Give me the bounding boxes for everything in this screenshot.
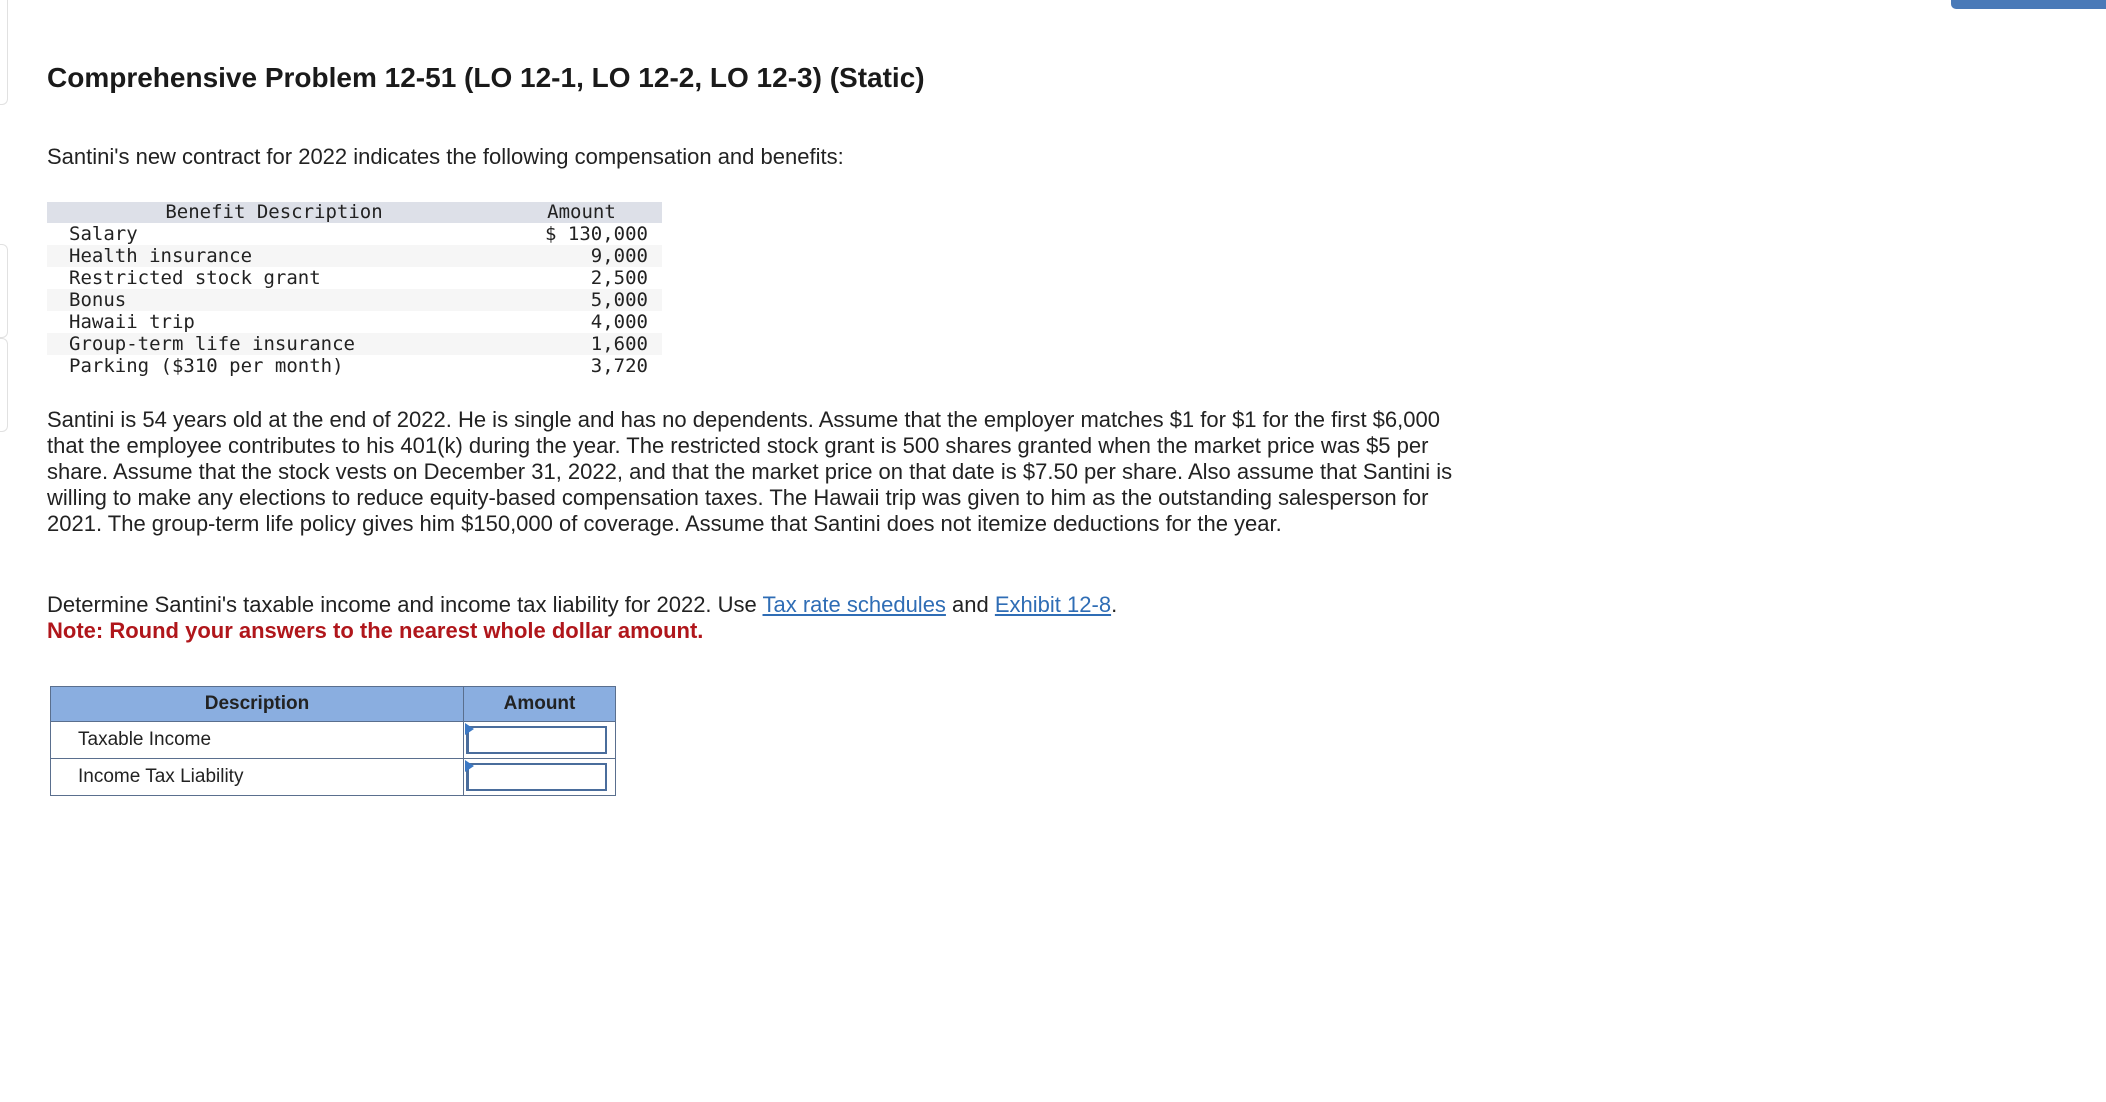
intro-text: Santini's new contract for 2022 indicates the following compensation and benefits:: [47, 144, 844, 169]
exhibit-12-8-link[interactable]: Exhibit 12-8: [994, 592, 1112, 617]
answer-header-row: [51, 687, 616, 722]
benefit-description: Group-term life insurance: [47, 333, 501, 355]
instruction-suffix: .: [1111, 592, 1118, 617]
benefit-description-header: Benefit Description: [47, 202, 501, 223]
tax-rate-schedules-link[interactable]: Tax rate schedules: [762, 592, 946, 617]
answer-label: Income Tax Liability: [51, 759, 464, 796]
rounding-note: Note: Round your answers to the nearest whole dollar amount.: [47, 618, 704, 643]
problem-paragraph: Santini is 54 years old at the end of 2022. He is single and has no dependents. Assume that the employer matches $1 for $1 for the first $6,000 that the employee contributes to his 401(k) during the year. The restricted stock grant is 500 shares granted when the market price was $5 per share. Assume that the stock vests on December 31, 2022, and that the market price on that date is $7.50 per share. Also assume that Santini is willing to make any elections to reduce equity-based compensation taxes. The Hawaii trip was given to him as the outstanding salesperson for 2021. The group-term life policy gives him $150,000 of coverage. Assume that Santini does not itemize deductions for the year.: [47, 407, 1453, 536]
answer-description-header: Description: [51, 687, 464, 722]
benefit-amount: 9,000: [501, 245, 662, 267]
benefit-amount: 5,000: [501, 289, 662, 311]
benefit-amount: 2,500: [590, 267, 648, 289]
left-frame-edge: [0, 0, 8, 105]
input-flag-icon: [465, 760, 474, 772]
taxable-income-input[interactable]: [466, 726, 607, 754]
benefit-row: [47, 333, 662, 355]
answer-amount-header: Amount: [464, 687, 616, 722]
benefit-row: [47, 311, 662, 333]
answer-row-income-tax-liability: [51, 759, 616, 796]
benefit-row: [47, 223, 662, 245]
benefit-amount: 3,720: [590, 355, 648, 377]
benefit-amount: $ 130,000: [545, 223, 648, 245]
benefit-row: [47, 245, 662, 267]
income-tax-liability-input[interactable]: [466, 763, 607, 791]
instruction-prefix: Determine Santini's taxable income and income tax liability for 2022. Use: [47, 592, 763, 617]
benefit-description: Health insurance: [47, 245, 501, 267]
benefit-row: [47, 355, 662, 377]
answer-table: [50, 686, 616, 796]
benefit-description: Salary: [69, 223, 138, 245]
benefit-description: Bonus: [47, 289, 501, 311]
answer-cell: [464, 759, 616, 796]
answer-cell: [464, 722, 616, 759]
instruction-middle: and: [945, 592, 995, 617]
benefit-amount: 1,600: [501, 333, 662, 355]
answer-label: Taxable Income: [51, 722, 464, 759]
benefits-table: [47, 202, 662, 377]
benefit-description: Parking ($310 per month): [69, 355, 344, 377]
answer-row-taxable-income: [51, 722, 616, 759]
benefit-description: Restricted stock grant: [69, 267, 321, 289]
benefits-header-row: [47, 202, 662, 223]
benefit-description: Hawaii trip: [69, 311, 195, 333]
left-frame-edge: [0, 338, 8, 432]
input-flag-icon: [465, 723, 474, 735]
benefit-amount: 4,000: [590, 311, 648, 333]
instruction-text: [47, 592, 1117, 618]
benefit-row: [47, 267, 662, 289]
top-accent-bar: [1951, 0, 2106, 9]
left-frame-edge: [0, 244, 8, 338]
benefit-amount-header: Amount: [501, 202, 662, 223]
benefit-row: [47, 289, 662, 311]
page-title: Comprehensive Problem 12-51 (LO 12-1, LO 12-2, LO 12-3) (Static): [47, 62, 925, 93]
